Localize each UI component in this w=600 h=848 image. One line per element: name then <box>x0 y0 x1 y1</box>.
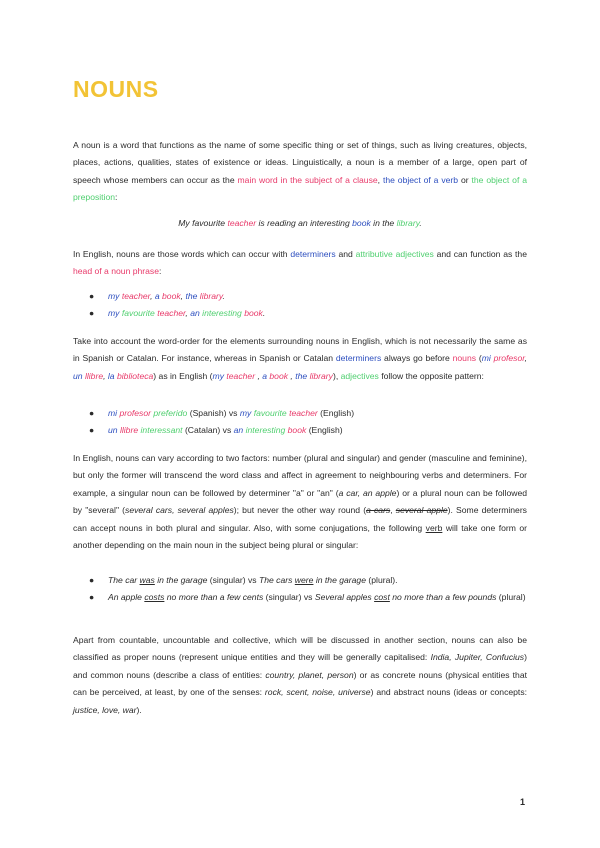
underlined-text: verb <box>425 522 443 533</box>
word: mi <box>481 353 491 364</box>
strikethrough-text: a cars <box>366 505 391 516</box>
example-sentence <box>73 215 527 232</box>
word: the <box>295 370 308 381</box>
text: (English) <box>308 425 343 436</box>
text: The cars <box>258 575 295 585</box>
highlight-teacher: teacher <box>227 218 257 228</box>
text: (English) <box>320 408 355 418</box>
text: justice, love, war <box>73 704 137 715</box>
text: My favourite <box>178 218 228 228</box>
word: interesting <box>245 425 286 436</box>
underlined-text: was <box>139 575 155 585</box>
highlight-object-preposition: the object of a preposition <box>73 174 527 203</box>
page-number: 1 <box>520 797 526 807</box>
highlight-attributive-adjectives: attributive adjectives <box>355 249 434 259</box>
list-item <box>73 589 527 606</box>
paragraph-noun-types <box>73 632 527 719</box>
word: an <box>233 425 244 436</box>
list-item: ● my favourite teacher, an interesting book. <box>73 305 527 322</box>
word: la <box>107 370 115 381</box>
highlight-library: library <box>396 218 420 228</box>
paragraph-definition <box>73 137 527 207</box>
text: ) or a plural noun can be followed by "several" ( <box>73 487 528 516</box>
text: ) and abstract nouns (ideas or concepts: <box>370 687 528 698</box>
word: an <box>190 308 200 319</box>
word: a <box>262 370 268 381</box>
list-item <box>73 572 527 589</box>
underlined-text: costs <box>144 592 165 603</box>
text: ) and common nouns (describe a class of entities: <box>73 652 527 680</box>
word: book <box>244 308 263 319</box>
word: interesting <box>202 308 242 319</box>
word: preferido <box>153 408 188 418</box>
list-item: ● my teacher, a book, the library. <box>73 288 527 305</box>
word: my <box>239 408 252 418</box>
text: In English, nouns can vary according to two factors: number (plural and singular) and gender (masculine and feminine), but only the former will transcend the word class and affect in agreement to neighbouring verbs and determiners. For example, a singular noun can be followed by determiner "a" or "an" ( <box>73 453 527 498</box>
bullet-icon: ● <box>89 425 95 436</box>
word: book <box>162 291 181 301</box>
text: Take into account the word-order for the elements surrounding nouns in English, which is not necessarily the same as in Spanish or Catalan. For instance, whereas in Spanish or Catalan <box>73 336 527 364</box>
word: favourite <box>253 408 287 418</box>
underlined-text: cost <box>374 592 390 603</box>
page-title: NOUNS <box>73 76 159 102</box>
bullet-list-examples <box>73 288 527 323</box>
highlight-adjectives: adjectives <box>340 370 379 381</box>
text: India, Jupiter, Confucius <box>430 652 525 663</box>
text: (Catalan) vs <box>184 425 232 436</box>
text: in the garage <box>154 575 208 585</box>
highlight-head-noun-phrase: head of a noun phrase <box>73 266 160 277</box>
text: A noun is a word that functions as the name of some specific thing or set of things, such as living creatures, objects, places, actions, qualities, states of existence or ideas. Linguistically, a noun is a member of a large, open part of speech whose members can occur as the <box>73 140 527 185</box>
text: country, planet, person <box>265 669 354 680</box>
word: my <box>212 370 224 381</box>
bullet-list-word-order <box>73 405 527 440</box>
text: (plural). <box>366 575 398 585</box>
text: and can function as the <box>433 249 527 259</box>
text: no more than a few pounds <box>389 592 497 603</box>
text: (plural) <box>496 592 526 603</box>
word: my <box>108 291 120 301</box>
text: ); but never the other way round ( <box>233 505 367 516</box>
text: . <box>419 218 422 228</box>
bullet-icon: ● <box>89 308 95 319</box>
text: (singular) vs <box>207 575 259 585</box>
word: library <box>309 370 333 381</box>
word: the <box>185 291 198 301</box>
text: Apart from countable, uncountable and collective, which will be discussed in another section, nouns can also be classified as proper nouns (represent unique entities and they will be generally capitalised: <box>73 635 527 663</box>
text: Several apples <box>314 592 375 603</box>
text: ) or as concrete nouns (physical entities that can be perceived, at least, by one of the senses: <box>73 669 528 698</box>
word: a <box>154 291 160 301</box>
text: ), <box>332 370 341 381</box>
list-item <box>73 405 527 422</box>
word: teacher <box>226 370 256 381</box>
paragraph-number-gender: In English, nouns can vary according to two factors: number (plural and singular) and gender (masculine and feminine), but only the former will transcend the word class and affect in agreement to neighbouring verbs and determiners. For example, a singular noun can be followed by determiner "a" or "an" (a car, an apple) or a plural noun can be followed by "several" (several cars, several apples); but never the other way round (a cars, several apple). Some determiners can accept nouns in both plural and singular. Also, with some conjugations, the following verb will take one form or another depending on the main noun in the subject being plural or singular: <box>73 453 528 551</box>
word: teacher <box>157 308 186 319</box>
word: biblioteca <box>116 370 154 381</box>
paragraph-word-order: Take into account the word-order for the elements surrounding nouns in English, which is not necessarily the same as in Spanish or Catalan. For instance, whereas in Spanish or Catalan determiners always go before nouns (mi profesor, un llibre, la biblioteca) as in English (my teacher , a book , the library), adjectives follow the opposite pattern: <box>73 336 528 381</box>
word: teacher <box>121 291 151 301</box>
bullet-icon: ● <box>89 575 95 585</box>
word: un <box>108 425 118 436</box>
text: (singular) vs <box>263 592 315 603</box>
word: my <box>108 308 120 319</box>
highlight-book: book <box>352 218 371 228</box>
text: ( <box>476 353 482 364</box>
text: in the <box>370 218 397 228</box>
text: will take one form or another depending on the main noun in the subject being plural or singular: <box>73 522 527 551</box>
text: : <box>159 266 162 277</box>
list-item <box>73 422 527 439</box>
text: ). Some determiners can accept nouns in both plural and singular. Also, with some conjugations, the following <box>73 505 527 533</box>
highlight-main-word: main word in the subject of a clause <box>237 174 378 185</box>
word: teacher <box>289 408 318 418</box>
text: ). <box>136 704 142 715</box>
text: always go before <box>381 353 453 364</box>
word: interessant <box>140 425 183 436</box>
word: library <box>199 291 223 301</box>
word: mi <box>108 408 118 418</box>
word: profesor <box>119 408 151 418</box>
bullet-list-agreement <box>73 572 527 607</box>
word: favourite <box>121 308 155 319</box>
bullet-icon: ● <box>89 592 95 603</box>
text: The car <box>108 575 140 585</box>
text: ) as in English ( <box>153 370 213 381</box>
word: llibre <box>84 370 104 381</box>
underlined-text: were <box>294 575 314 585</box>
word: un <box>73 370 83 381</box>
word: book <box>287 425 307 436</box>
paragraph-english-nouns <box>73 246 527 281</box>
text: (Spanish) vs <box>189 408 238 418</box>
bullet-icon: ● <box>89 291 95 301</box>
highlight-object-verb: the object of a verb <box>382 174 459 185</box>
highlight-nouns: nouns <box>452 353 477 364</box>
text: follow the opposite pattern: <box>378 370 484 381</box>
highlight-determiners: determiners <box>290 249 336 259</box>
text: : <box>115 192 118 203</box>
strikethrough-text: several apple <box>395 505 448 516</box>
word: book <box>269 370 289 381</box>
text: In English, nouns are those words which can occur with <box>73 249 291 259</box>
text: or <box>458 174 472 185</box>
text: several cars, several apples <box>125 505 234 516</box>
highlight-determiners: determiners <box>335 353 382 364</box>
text: , <box>377 174 383 185</box>
text: and <box>335 249 356 259</box>
text: rock, scent, noise, universe <box>264 687 371 698</box>
text: An apple <box>108 592 145 603</box>
text: is reading an interesting <box>256 218 353 228</box>
word: llibre <box>119 425 139 436</box>
word: profesor <box>493 353 525 364</box>
text: in the garage <box>313 575 366 585</box>
text: a car, an apple <box>338 487 397 498</box>
text: no more than a few cents <box>164 592 264 603</box>
bullet-icon: ● <box>89 408 95 418</box>
